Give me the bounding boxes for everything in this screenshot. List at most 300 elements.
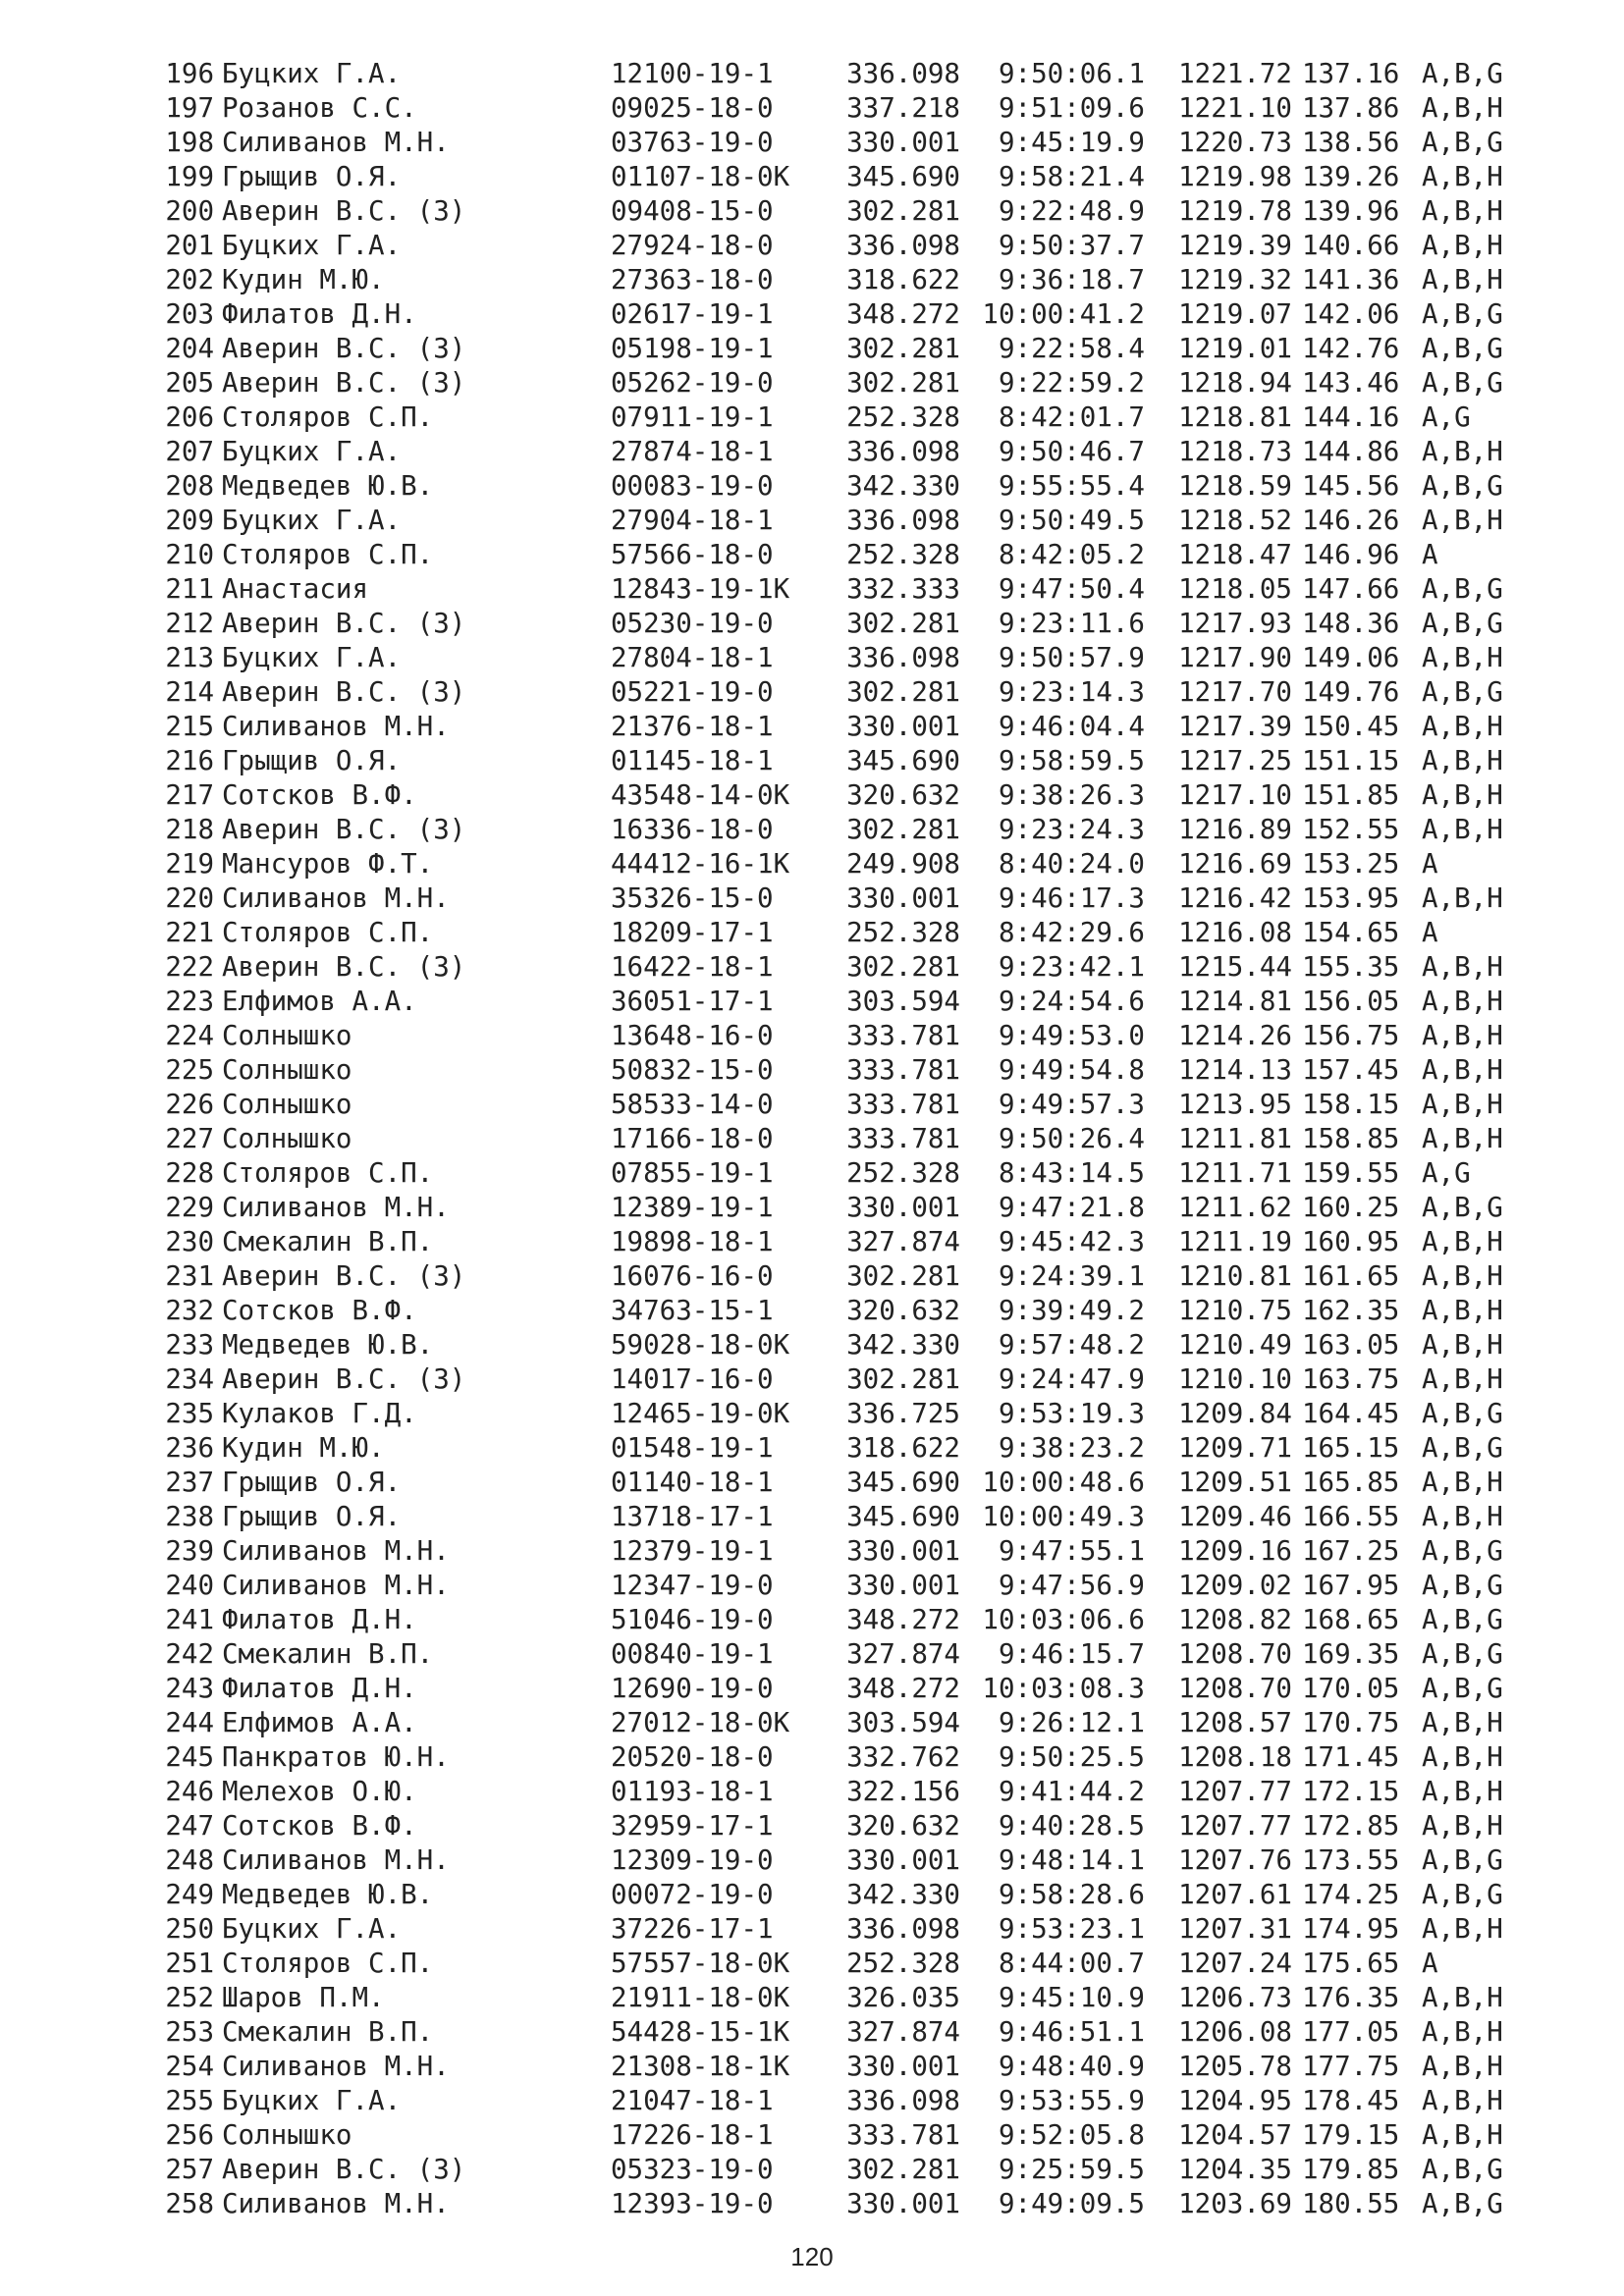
class-codes: A,B,G bbox=[1422, 367, 1503, 399]
class-codes: A bbox=[1422, 1948, 1438, 1979]
participant-name: Силиванов М.Н. bbox=[222, 1844, 450, 1876]
participant-name: Аверин В.С. (З) bbox=[222, 1363, 466, 1395]
class-codes: A,B,H bbox=[1422, 1982, 1503, 2013]
coefficient: 150.45 bbox=[1302, 711, 1400, 742]
arrival-time: 9:36:18.7 bbox=[998, 264, 1145, 295]
row-number: 203 bbox=[165, 298, 214, 330]
speed: 1215.44 bbox=[1178, 951, 1292, 983]
row-number: 199 bbox=[165, 161, 214, 192]
speed: 1208.70 bbox=[1178, 1638, 1292, 1670]
distance: 302.281 bbox=[846, 814, 960, 845]
row-number: 197 bbox=[165, 92, 214, 124]
distance: 302.281 bbox=[846, 1260, 960, 1292]
table-row bbox=[155, 1569, 1530, 1603]
arrival-time: 9:23:24.3 bbox=[998, 814, 1145, 845]
class-codes: A,B,H bbox=[1422, 1226, 1503, 1257]
participant-name: Кудин М.Ю. bbox=[222, 264, 385, 295]
participant-name: Солнышко bbox=[222, 1020, 352, 1051]
participant-name: Филатов Д.Н. bbox=[222, 1604, 417, 1635]
table-row bbox=[155, 1294, 1530, 1328]
class-codes: A,B,H bbox=[1422, 1467, 1503, 1498]
arrival-time: 9:55:55.4 bbox=[998, 470, 1145, 502]
distance: 336.098 bbox=[846, 505, 960, 536]
distance: 320.632 bbox=[846, 779, 960, 811]
arrival-time: 9:48:14.1 bbox=[998, 1844, 1145, 1876]
coefficient: 139.26 bbox=[1302, 161, 1400, 192]
distance: 336.098 bbox=[846, 436, 960, 467]
row-number: 222 bbox=[165, 951, 214, 983]
participant-name: Силиванов М.Н. bbox=[222, 127, 450, 158]
arrival-time: 9:38:23.2 bbox=[998, 1432, 1145, 1464]
class-codes: A,B,H bbox=[1422, 986, 1503, 1017]
arrival-time: 9:23:14.3 bbox=[998, 676, 1145, 708]
arrival-time: 9:49:09.5 bbox=[998, 2188, 1145, 2219]
participant-name: Панкратов Ю.Н. bbox=[222, 1741, 450, 1773]
table-row bbox=[155, 744, 1530, 778]
row-number: 200 bbox=[165, 195, 214, 227]
row-number: 234 bbox=[165, 1363, 214, 1395]
speed: 1221.72 bbox=[1178, 58, 1292, 89]
distance: 348.272 bbox=[846, 1604, 960, 1635]
speed: 1214.26 bbox=[1178, 1020, 1292, 1051]
coefficient: 174.95 bbox=[1302, 1913, 1400, 1945]
class-codes: A,B,G bbox=[1422, 1604, 1503, 1635]
results-list bbox=[155, 57, 1530, 2221]
participant-name: Столяров С.П. bbox=[222, 917, 434, 948]
ring-number: 21911-18-0K bbox=[611, 1982, 790, 2013]
table-row bbox=[155, 126, 1530, 160]
participant-name: Мелехов О.Ю. bbox=[222, 1776, 417, 1807]
coefficient: 153.25 bbox=[1302, 848, 1400, 880]
participant-name: Анастасия bbox=[222, 573, 369, 605]
row-number: 202 bbox=[165, 264, 214, 295]
participant-name: Буцких Г.А. bbox=[222, 58, 402, 89]
participant-name: Филатов Д.Н. bbox=[222, 298, 417, 330]
table-row bbox=[155, 400, 1530, 435]
row-number: 237 bbox=[165, 1467, 214, 1498]
speed: 1211.71 bbox=[1178, 1157, 1292, 1189]
class-codes: A,B,H bbox=[1422, 1741, 1503, 1773]
row-number: 210 bbox=[165, 539, 214, 570]
table-row bbox=[155, 1259, 1530, 1294]
class-codes: A,B,H bbox=[1422, 2051, 1503, 2082]
participant-name: Столяров С.П. bbox=[222, 1948, 434, 1979]
table-row bbox=[155, 2187, 1530, 2221]
distance: 330.001 bbox=[846, 882, 960, 914]
speed: 1217.10 bbox=[1178, 779, 1292, 811]
ring-number: 54428-15-1K bbox=[611, 2016, 790, 2048]
speed: 1216.42 bbox=[1178, 882, 1292, 914]
table-row bbox=[155, 1603, 1530, 1637]
row-number: 208 bbox=[165, 470, 214, 502]
distance: 342.330 bbox=[846, 1329, 960, 1361]
speed: 1210.10 bbox=[1178, 1363, 1292, 1395]
distance: 327.874 bbox=[846, 1638, 960, 1670]
class-codes: A,B,H bbox=[1422, 1913, 1503, 1945]
ring-number: 27904-18-1 bbox=[611, 505, 774, 536]
speed: 1209.84 bbox=[1178, 1398, 1292, 1429]
coefficient: 153.95 bbox=[1302, 882, 1400, 914]
distance: 303.594 bbox=[846, 1707, 960, 1738]
row-number: 240 bbox=[165, 1570, 214, 1601]
ring-number: 20520-18-0 bbox=[611, 1741, 774, 1773]
arrival-time: 10:00:49.3 bbox=[982, 1501, 1145, 1532]
class-codes: A,B,H bbox=[1422, 1501, 1503, 1532]
ring-number: 02617-19-1 bbox=[611, 298, 774, 330]
coefficient: 143.46 bbox=[1302, 367, 1400, 399]
speed: 1207.61 bbox=[1178, 1879, 1292, 1910]
participant-name: Силиванов М.Н. bbox=[222, 1192, 450, 1223]
participant-name: Аверин В.С. (З) bbox=[222, 814, 466, 845]
speed: 1219.07 bbox=[1178, 298, 1292, 330]
coefficient: 166.55 bbox=[1302, 1501, 1400, 1532]
arrival-time: 9:58:59.5 bbox=[998, 745, 1145, 776]
speed: 1208.82 bbox=[1178, 1604, 1292, 1635]
row-number: 232 bbox=[165, 1295, 214, 1326]
distance: 330.001 bbox=[846, 127, 960, 158]
arrival-time: 8:42:29.6 bbox=[998, 917, 1145, 948]
table-row bbox=[155, 675, 1530, 710]
ring-number: 05262-19-0 bbox=[611, 367, 774, 399]
coefficient: 137.16 bbox=[1302, 58, 1400, 89]
distance: 320.632 bbox=[846, 1295, 960, 1326]
table-row bbox=[155, 1843, 1530, 1878]
distance: 302.281 bbox=[846, 333, 960, 364]
coefficient: 163.05 bbox=[1302, 1329, 1400, 1361]
coefficient: 149.06 bbox=[1302, 642, 1400, 673]
table-row bbox=[155, 1156, 1530, 1191]
ring-number: 34763-15-1 bbox=[611, 1295, 774, 1326]
speed: 1209.46 bbox=[1178, 1501, 1292, 1532]
class-codes: A,B,G bbox=[1422, 1844, 1503, 1876]
class-codes: A,B,G bbox=[1422, 127, 1503, 158]
arrival-time: 9:53:55.9 bbox=[998, 2085, 1145, 2116]
coefficient: 172.15 bbox=[1302, 1776, 1400, 1807]
ring-number: 12379-19-1 bbox=[611, 1535, 774, 1567]
table-row bbox=[155, 710, 1530, 744]
table-row bbox=[155, 1947, 1530, 1981]
speed: 1207.31 bbox=[1178, 1913, 1292, 1945]
speed: 1217.93 bbox=[1178, 608, 1292, 639]
coefficient: 154.65 bbox=[1302, 917, 1400, 948]
class-codes: A,B,G bbox=[1422, 1535, 1503, 1567]
class-codes: A,B,G bbox=[1422, 1192, 1503, 1223]
table-row bbox=[155, 847, 1530, 881]
distance: 336.098 bbox=[846, 1913, 960, 1945]
ring-number: 14017-16-0 bbox=[611, 1363, 774, 1395]
table-row bbox=[155, 1672, 1530, 1706]
table-row bbox=[155, 1809, 1530, 1843]
speed: 1218.94 bbox=[1178, 367, 1292, 399]
participant-name: Буцких Г.А. bbox=[222, 1913, 402, 1945]
distance: 330.001 bbox=[846, 2051, 960, 2082]
class-codes: A,B,G bbox=[1422, 2188, 1503, 2219]
arrival-time: 9:46:51.1 bbox=[998, 2016, 1145, 2048]
class-codes: A,B,H bbox=[1422, 2016, 1503, 2048]
class-codes: A,B,G bbox=[1422, 676, 1503, 708]
participant-name: Смекалин В.П. bbox=[222, 2016, 434, 2048]
class-codes: A,G bbox=[1422, 1157, 1471, 1189]
speed: 1217.25 bbox=[1178, 745, 1292, 776]
ring-number: 07855-19-1 bbox=[611, 1157, 774, 1189]
row-number: 258 bbox=[165, 2188, 214, 2219]
ring-number: 17226-18-1 bbox=[611, 2119, 774, 2151]
table-row bbox=[155, 1191, 1530, 1225]
table-row bbox=[155, 1088, 1530, 1122]
participant-name: Филатов Д.Н. bbox=[222, 1673, 417, 1704]
coefficient: 141.36 bbox=[1302, 264, 1400, 295]
ring-number: 12843-19-1K bbox=[611, 573, 790, 605]
ring-number: 01145-18-1 bbox=[611, 745, 774, 776]
row-number: 201 bbox=[165, 230, 214, 261]
table-row bbox=[155, 572, 1530, 607]
table-row bbox=[155, 1397, 1530, 1431]
arrival-time: 9:46:17.3 bbox=[998, 882, 1145, 914]
distance: 336.098 bbox=[846, 642, 960, 673]
class-codes: A,B,H bbox=[1422, 1329, 1503, 1361]
table-row bbox=[155, 881, 1530, 916]
participant-name: Аверин В.С. (З) bbox=[222, 333, 466, 364]
speed: 1206.73 bbox=[1178, 1982, 1292, 2013]
speed: 1214.13 bbox=[1178, 1054, 1292, 1086]
distance: 302.281 bbox=[846, 1363, 960, 1395]
coefficient: 147.66 bbox=[1302, 573, 1400, 605]
coefficient: 177.75 bbox=[1302, 2051, 1400, 2082]
table-row bbox=[155, 469, 1530, 504]
arrival-time: 9:49:57.3 bbox=[998, 1089, 1145, 1120]
participant-name: Силиванов М.Н. bbox=[222, 1535, 450, 1567]
speed: 1207.76 bbox=[1178, 1844, 1292, 1876]
participant-name: Грыщив О.Я. bbox=[222, 161, 402, 192]
speed: 1209.71 bbox=[1178, 1432, 1292, 1464]
class-codes: A,B,H bbox=[1422, 1089, 1503, 1120]
speed: 1218.81 bbox=[1178, 401, 1292, 433]
arrival-time: 9:23:11.6 bbox=[998, 608, 1145, 639]
participant-name: Аверин В.С. (З) bbox=[222, 195, 466, 227]
participant-name: Мансуров Ф.Т. bbox=[222, 848, 434, 880]
table-row bbox=[155, 1740, 1530, 1775]
table-row bbox=[155, 1981, 1530, 2015]
participant-name: Аверин В.С. (З) bbox=[222, 2154, 466, 2185]
distance: 252.328 bbox=[846, 917, 960, 948]
table-row bbox=[155, 435, 1530, 469]
class-codes: A,B,G bbox=[1422, 298, 1503, 330]
row-number: 255 bbox=[165, 2085, 214, 2116]
ring-number: 16336-18-0 bbox=[611, 814, 774, 845]
distance: 333.781 bbox=[846, 1020, 960, 1051]
arrival-time: 9:24:39.1 bbox=[998, 1260, 1145, 1292]
arrival-time: 9:25:59.5 bbox=[998, 2154, 1145, 2185]
participant-name: Силиванов М.Н. bbox=[222, 882, 450, 914]
class-codes: A,B,H bbox=[1422, 1295, 1503, 1326]
ring-number: 12309-19-0 bbox=[611, 1844, 774, 1876]
arrival-time: 9:47:50.4 bbox=[998, 573, 1145, 605]
speed: 1219.78 bbox=[1178, 195, 1292, 227]
row-number: 214 bbox=[165, 676, 214, 708]
ring-number: 36051-17-1 bbox=[611, 986, 774, 1017]
arrival-time: 9:50:37.7 bbox=[998, 230, 1145, 261]
table-row bbox=[155, 91, 1530, 126]
ring-number: 27804-18-1 bbox=[611, 642, 774, 673]
class-codes: A,B,H bbox=[1422, 264, 1503, 295]
row-number: 196 bbox=[165, 58, 214, 89]
class-codes: A,B,H bbox=[1422, 1707, 1503, 1738]
row-number: 253 bbox=[165, 2016, 214, 2048]
arrival-time: 10:00:48.6 bbox=[982, 1467, 1145, 1498]
row-number: 256 bbox=[165, 2119, 214, 2151]
ring-number: 05230-19-0 bbox=[611, 608, 774, 639]
participant-name: Кулаков Г.Д. bbox=[222, 1398, 417, 1429]
distance: 302.281 bbox=[846, 195, 960, 227]
speed: 1207.24 bbox=[1178, 1948, 1292, 1979]
distance: 252.328 bbox=[846, 401, 960, 433]
ring-number: 03763-19-0 bbox=[611, 127, 774, 158]
distance: 336.098 bbox=[846, 230, 960, 261]
ring-number: 18209-17-1 bbox=[611, 917, 774, 948]
class-codes: A,B,H bbox=[1422, 2119, 1503, 2151]
class-codes: A,B,H bbox=[1422, 642, 1503, 673]
ring-number: 57557-18-0K bbox=[611, 1948, 790, 1979]
coefficient: 165.15 bbox=[1302, 1432, 1400, 1464]
ring-number: 21047-18-1 bbox=[611, 2085, 774, 2116]
distance: 252.328 bbox=[846, 1157, 960, 1189]
coefficient: 171.45 bbox=[1302, 1741, 1400, 1773]
participant-name: Столяров С.П. bbox=[222, 401, 434, 433]
participant-name: Аверин В.С. (З) bbox=[222, 676, 466, 708]
participant-name: Сотсков В.Ф. bbox=[222, 779, 417, 811]
coefficient: 152.55 bbox=[1302, 814, 1400, 845]
table-row bbox=[155, 538, 1530, 572]
speed: 1219.39 bbox=[1178, 230, 1292, 261]
row-number: 248 bbox=[165, 1844, 214, 1876]
distance: 252.328 bbox=[846, 539, 960, 570]
distance: 332.762 bbox=[846, 1741, 960, 1773]
arrival-time: 9:24:47.9 bbox=[998, 1363, 1145, 1395]
speed: 1203.69 bbox=[1178, 2188, 1292, 2219]
coefficient: 155.35 bbox=[1302, 951, 1400, 983]
ring-number: 27012-18-0K bbox=[611, 1707, 790, 1738]
class-codes: A,B,H bbox=[1422, 745, 1503, 776]
participant-name: Грыщив О.Я. bbox=[222, 1467, 402, 1498]
ring-number: 05198-19-1 bbox=[611, 333, 774, 364]
row-number: 227 bbox=[165, 1123, 214, 1154]
row-number: 257 bbox=[165, 2154, 214, 2185]
class-codes: A,B,G bbox=[1422, 58, 1503, 89]
coefficient: 169.35 bbox=[1302, 1638, 1400, 1670]
table-row bbox=[155, 297, 1530, 332]
arrival-time: 9:50:06.1 bbox=[998, 58, 1145, 89]
speed: 1220.73 bbox=[1178, 127, 1292, 158]
row-number: 217 bbox=[165, 779, 214, 811]
row-number: 230 bbox=[165, 1226, 214, 1257]
speed: 1211.81 bbox=[1178, 1123, 1292, 1154]
table-row bbox=[155, 1466, 1530, 1500]
table-row bbox=[155, 2050, 1530, 2084]
table-row bbox=[155, 57, 1530, 91]
ring-number: 12393-19-0 bbox=[611, 2188, 774, 2219]
table-row bbox=[155, 2015, 1530, 2050]
ring-number: 01140-18-1 bbox=[611, 1467, 774, 1498]
coefficient: 161.65 bbox=[1302, 1260, 1400, 1292]
class-codes: A,G bbox=[1422, 401, 1471, 433]
class-codes: A,B,G bbox=[1422, 470, 1503, 502]
row-number: 244 bbox=[165, 1707, 214, 1738]
row-number: 252 bbox=[165, 1982, 214, 2013]
participant-name: Аверин В.С. (З) bbox=[222, 1260, 466, 1292]
coefficient: 144.16 bbox=[1302, 401, 1400, 433]
ring-number: 12465-19-0K bbox=[611, 1398, 790, 1429]
table-row bbox=[155, 1637, 1530, 1672]
class-codes: A,B,H bbox=[1422, 92, 1503, 124]
speed: 1211.62 bbox=[1178, 1192, 1292, 1223]
arrival-time: 9:50:26.4 bbox=[998, 1123, 1145, 1154]
speed: 1217.39 bbox=[1178, 711, 1292, 742]
participant-name: Солнышко bbox=[222, 2119, 352, 2151]
distance: 348.272 bbox=[846, 298, 960, 330]
coefficient: 139.96 bbox=[1302, 195, 1400, 227]
class-codes: A,B,G bbox=[1422, 573, 1503, 605]
arrival-time: 9:49:54.8 bbox=[998, 1054, 1145, 1086]
ring-number: 27363-18-0 bbox=[611, 264, 774, 295]
coefficient: 178.45 bbox=[1302, 2085, 1400, 2116]
coefficient: 149.76 bbox=[1302, 676, 1400, 708]
distance: 318.622 bbox=[846, 1432, 960, 1464]
participant-name: Смекалин В.П. bbox=[222, 1226, 434, 1257]
participant-name: Грыщив О.Я. bbox=[222, 745, 402, 776]
arrival-time: 9:50:49.5 bbox=[998, 505, 1145, 536]
row-number: 204 bbox=[165, 333, 214, 364]
coefficient: 163.75 bbox=[1302, 1363, 1400, 1395]
arrival-time: 9:52:05.8 bbox=[998, 2119, 1145, 2151]
table-row bbox=[155, 2153, 1530, 2187]
ring-number: 59028-18-0K bbox=[611, 1329, 790, 1361]
ring-number: 13718-17-1 bbox=[611, 1501, 774, 1532]
ring-number: 12347-19-0 bbox=[611, 1570, 774, 1601]
participant-name: Медведев Ю.В. bbox=[222, 1879, 434, 1910]
coefficient: 170.75 bbox=[1302, 1707, 1400, 1738]
row-number: 236 bbox=[165, 1432, 214, 1464]
participant-name: Аверин В.С. (З) bbox=[222, 608, 466, 639]
distance: 332.333 bbox=[846, 573, 960, 605]
table-row bbox=[155, 1053, 1530, 1088]
participant-name: Сотсков В.Ф. bbox=[222, 1295, 417, 1326]
participant-name: Буцких Г.А. bbox=[222, 436, 402, 467]
arrival-time: 9:58:21.4 bbox=[998, 161, 1145, 192]
row-number: 223 bbox=[165, 986, 214, 1017]
class-codes: A,B,H bbox=[1422, 1054, 1503, 1086]
distance: 333.781 bbox=[846, 1089, 960, 1120]
ring-number: 12690-19-0 bbox=[611, 1673, 774, 1704]
row-number: 247 bbox=[165, 1810, 214, 1842]
arrival-time: 9:45:10.9 bbox=[998, 1982, 1145, 2013]
class-codes: A bbox=[1422, 917, 1438, 948]
participant-name: Столяров С.П. bbox=[222, 539, 434, 570]
row-number: 238 bbox=[165, 1501, 214, 1532]
arrival-time: 9:50:25.5 bbox=[998, 1741, 1145, 1773]
table-row bbox=[155, 1019, 1530, 1053]
distance: 330.001 bbox=[846, 1844, 960, 1876]
arrival-time: 9:40:28.5 bbox=[998, 1810, 1145, 1842]
arrival-time: 8:42:05.2 bbox=[998, 539, 1145, 570]
distance: 302.281 bbox=[846, 367, 960, 399]
participant-name: Силиванов М.Н. bbox=[222, 2188, 450, 2219]
speed: 1204.35 bbox=[1178, 2154, 1292, 2185]
speed: 1204.57 bbox=[1178, 2119, 1292, 2151]
distance: 342.330 bbox=[846, 1879, 960, 1910]
table-row bbox=[155, 263, 1530, 297]
distance: 330.001 bbox=[846, 2188, 960, 2219]
coefficient: 144.86 bbox=[1302, 436, 1400, 467]
